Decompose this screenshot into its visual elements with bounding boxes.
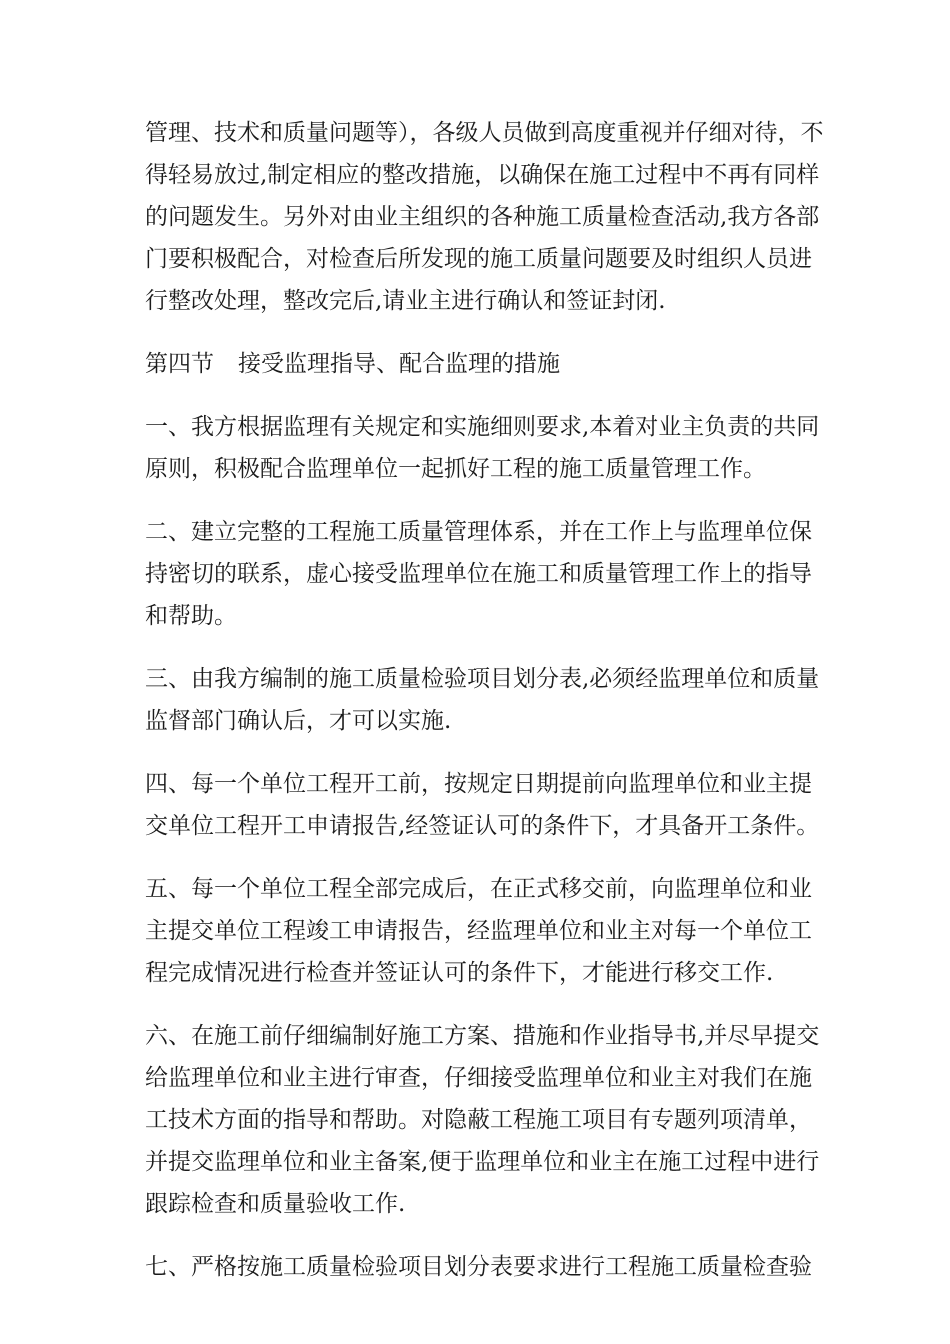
text-line: 门要积极配合，对检查后所发现的施工质量问题要及时组织人员进 [145,246,812,272]
text-line: 六、在施工前仔细编制好施工方案、措施和作业指导书,并尽早提交 [145,1023,820,1049]
text-line: 给监理单位和业主进行审查，仔细接受监理单位和业主对我们在施 [145,1065,812,1091]
text-line: 跟踪检查和质量验收工作. [145,1191,406,1217]
list-item [145,511,810,637]
section-heading-line [145,343,810,385]
text-line: 交单位工程开工申请报告,经签证认可的条件下，才具备开工条件。 [145,813,820,839]
text-line: 持密切的联系，虚心接受监理单位在施工和质量管理工作上的指导 [145,561,812,587]
list-item [145,763,820,847]
text-line: 七、严格按施工质量检验项目划分表要求进行工程施工质量检查验 [145,1254,812,1280]
list-item [145,1246,810,1288]
list-item [145,1015,820,1225]
text-line: 得轻易放过,制定相应的整改措施，以确保在施工过程中不再有同样 [145,162,820,188]
section-heading [145,343,810,385]
text-line: 工技术方面的指导和帮助。对隐蔽工程施工项目有专题列项清单， [145,1107,812,1133]
list-item [145,658,820,742]
section-title: 接受监理指导、配合监理的措施 [238,351,560,377]
section-number: 第四节 [145,351,214,377]
text-line: 二、建立完整的工程施工质量管理体系，并在工作上与监理单位保 [145,519,812,545]
text-line: 主提交单位工程竣工申请报告，经监理单位和业主对每一个单位工 [145,918,812,944]
text-line: 四、每一个单位工程开工前，按规定日期提前向监理单位和业主提 [145,771,812,797]
document-body [145,112,824,1309]
text-line: 行整改处理，整改完后,请业主进行确认和签证封闭. [145,288,666,314]
text-line: 程完成情况进行检查并签证认可的条件下，才能进行移交工作. [145,960,774,986]
continuation-paragraph [145,112,824,322]
list-item [145,868,810,994]
text-line: 的问题发生。另外对由业主组织的各种施工质量检查活动,我方各部 [145,204,820,230]
text-line: 监督部门确认后，才可以实施. [145,708,452,734]
text-line: 一、我方根据监理有关规定和实施细则要求,本着对业主负责的共同 [145,414,820,440]
list-item [145,406,820,490]
text-line: 并提交监理单位和业主备案,便于监理单位和业主在施工过程中进行 [145,1149,820,1175]
text-line: 三、由我方编制的施工质量检验项目划分表,必须经监理单位和质量 [145,666,820,692]
text-line: 管理、技术和质量问题等），各级人员做到高度重视并仔细对待，不 [145,120,824,146]
text-line: 原则，积极配合监理单位一起抓好工程的施工质量管理工作。 [145,456,766,482]
text-line: 和帮助。 [145,603,237,629]
text-line: 五、每一个单位工程全部完成后，在正式移交前，向监理单位和业 [145,876,812,902]
